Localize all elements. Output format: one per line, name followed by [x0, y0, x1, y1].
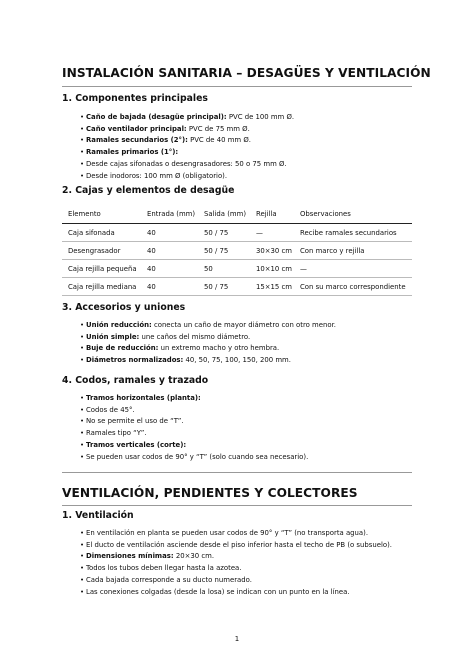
column-header: Entrada (mm): [141, 205, 198, 224]
subsection-title: 1. Componentes principales: [62, 93, 208, 104]
table-cell: —: [294, 260, 412, 278]
list-item: • Caño ventilador principal: PVC de 75 mm Ø.: [80, 124, 294, 136]
table-row: [62, 278, 412, 296]
list-item: • Las conexiones colgadas (desde la losa) se indican con un punto en la línea.: [80, 587, 392, 599]
list-item: • El ducto de ventilación asciende desde el piso inferior hasta el techo de PB (o subsuelo).: [80, 540, 392, 552]
column-header: Observaciones: [294, 205, 412, 224]
table-cell: 40: [141, 224, 198, 242]
bullet-list: [80, 112, 294, 182]
table-cell: 50: [198, 260, 250, 278]
section-title: INSTALACIÓN SANITARIA – DESAGÜES Y VENTILACIÓN: [62, 66, 431, 80]
column-header: Salida (mm): [198, 205, 250, 224]
list-item: • Ramales primarios (1°):: [80, 147, 294, 159]
list-item: • Dimensiones mínimas: 20×30 cm.: [80, 551, 392, 563]
section-divider: [62, 86, 412, 87]
table-cell: 50 / 75: [198, 224, 250, 242]
list-item: • En ventilación en planta se pueden usar codos de 90° y “T” (no transporta agua).: [80, 528, 392, 540]
bullet-list: [80, 528, 392, 598]
table-cell: Caja rejilla mediana: [62, 278, 141, 296]
section-divider: [62, 505, 412, 506]
list-item: • Unión reducción: conecta un caño de mayor diámetro con otro menor.: [80, 320, 336, 332]
table-cell: 40: [141, 242, 198, 260]
table-cell: Caja sifonada: [62, 224, 141, 242]
list-item: • Unión simple: une caños del mismo diámetro.: [80, 332, 336, 344]
table-cell: Con marco y rejilla: [294, 242, 412, 260]
table-cell: 30×30 cm: [250, 242, 294, 260]
list-item: • Ramales tipo “Y”.: [80, 428, 308, 440]
subsection-title: 1. Ventilación: [62, 510, 134, 521]
section-title: VENTILACIÓN, PENDIENTES Y COLECTORES: [62, 486, 358, 500]
drainage-table: [62, 205, 412, 296]
table-cell: 50 / 75: [198, 242, 250, 260]
bullet-list: [80, 320, 336, 367]
list-item: • Buje de reducción: un extremo macho y otro hembra.: [80, 343, 336, 355]
list-item: • Caño de bajada (desagüe principal): PVC de 100 mm Ø.: [80, 112, 294, 124]
list-item: • Codos de 45°.: [80, 405, 308, 417]
table-cell: 40: [141, 260, 198, 278]
list-item: • Tramos verticales (corte):: [80, 440, 308, 452]
list-item: • Desde cajas sifonadas o desengrasadores: 50 o 75 mm Ø.: [80, 159, 294, 171]
list-item: • Ramales secundarios (2°): PVC de 40 mm Ø.: [80, 135, 294, 147]
table-cell: 10×10 cm: [250, 260, 294, 278]
table-cell: 40: [141, 278, 198, 296]
list-item: • Cada bajada corresponde a su ducto numerado.: [80, 575, 392, 587]
table-cell: Con su marco correspondiente: [294, 278, 412, 296]
subsection-title: 4. Codos, ramales y trazado: [62, 375, 209, 386]
subsection-title: 2. Cajas y elementos de desagüe: [62, 185, 235, 196]
list-item: • Se pueden usar codos de 90° y “T” (solo cuando sea necesario).: [80, 452, 308, 464]
table-cell: 15×15 cm: [250, 278, 294, 296]
table-cell: Recibe ramales secundarios: [294, 224, 412, 242]
table-cell: Caja rejilla pequeña: [62, 260, 141, 278]
bullet-list: [80, 393, 308, 463]
table-cell: Desengrasador: [62, 242, 141, 260]
list-item: • No se permite el uso de “T”.: [80, 416, 308, 428]
list-item: • Desde inodoros: 100 mm Ø (obligatorio).: [80, 171, 294, 183]
table-cell: —: [250, 224, 294, 242]
table-row: [62, 242, 412, 260]
page-number: 1: [234, 635, 240, 643]
list-item: • Tramos horizontales (planta):: [80, 393, 308, 405]
column-header: Rejilla: [250, 205, 294, 224]
table-header-row: [62, 205, 412, 224]
list-item: • Diámetros normalizados: 40, 50, 75, 100, 150, 200 mm.: [80, 355, 336, 367]
table-cell: 50 / 75: [198, 278, 250, 296]
table-row: [62, 224, 412, 242]
section-divider: [62, 472, 412, 473]
column-header: Elemento: [62, 205, 141, 224]
table-row: [62, 260, 412, 278]
list-item: • Todos los tubos deben llegar hasta la azotea.: [80, 563, 392, 575]
subsection-title: 3. Accesorios y uniones: [62, 302, 186, 313]
